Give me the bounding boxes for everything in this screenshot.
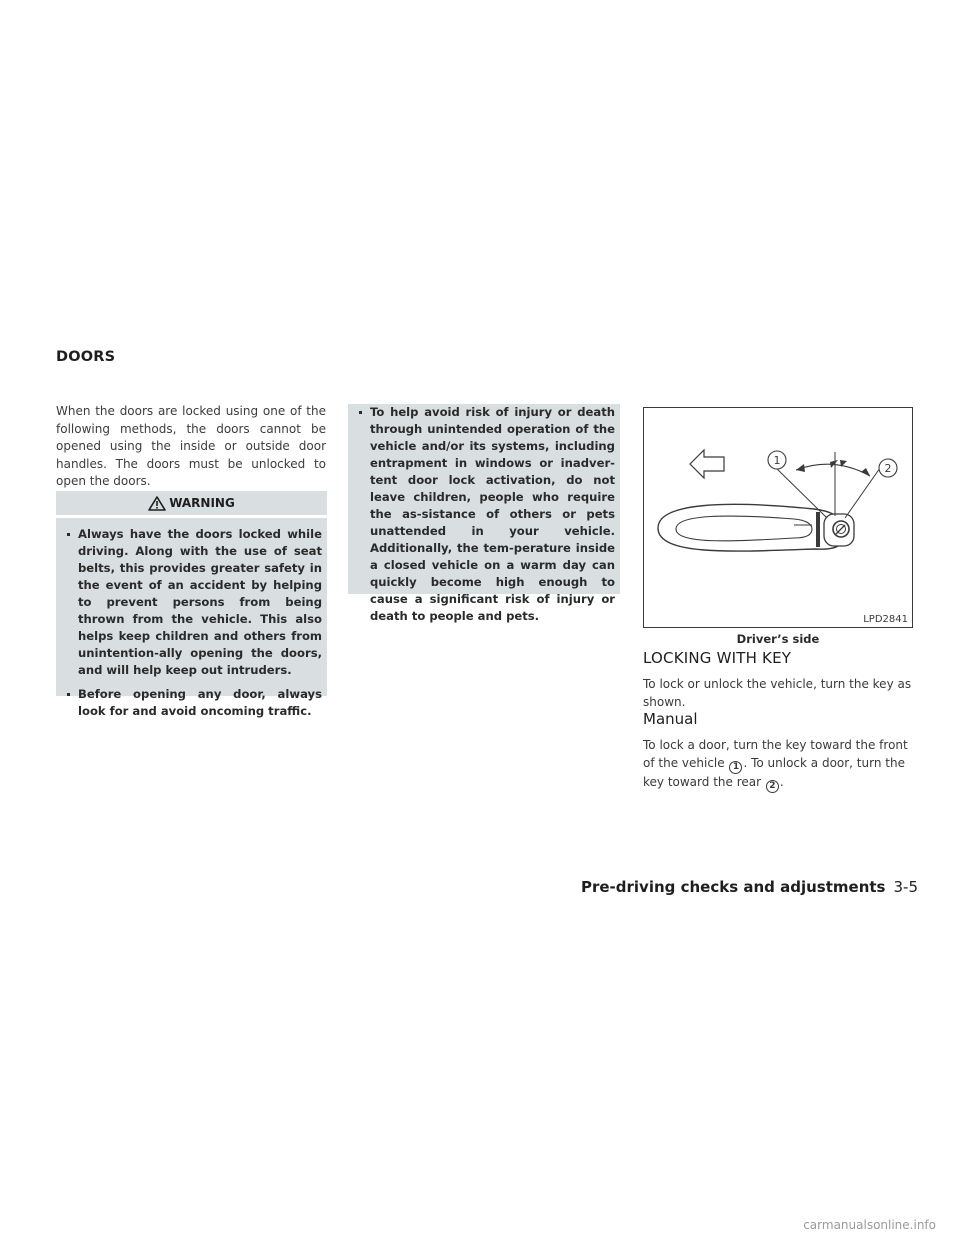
warning-item: To help avoid risk of injury or death through unintended operation of the vehicle and/or its systems, including entrapment in windows or inadver-tent door lock activation, do not leave children, people who require the as-sistance of others or pets unattended in your vehicle. Additionally, the tem-perature inside a closed vehicle on a warm day can quickly become high enough to cause a significant risk of injury or death to people and pets.	[356, 404, 615, 625]
warning-label: WARNING	[169, 496, 235, 510]
page-footer	[581, 878, 918, 896]
warning-item: Always have the doors locked while driving. Along with the use of seat belts, this provides greater safety in the event of an accident by helping to prevent persons from being thrown from the vehicle. This also helps keep children and others from unintention-ally opening the doors, and will help keep out intruders.	[64, 526, 322, 679]
warning-triangle-icon	[148, 496, 166, 511]
warning-box-continued	[348, 404, 620, 623]
ref-2-icon: 2	[766, 780, 779, 793]
figure-code: LPD2841	[863, 614, 908, 625]
ref-1-icon: 1	[729, 761, 742, 774]
manual-text-2: . To unlock a door, turn the key toward the rear	[643, 755, 905, 789]
warning-list	[64, 526, 322, 720]
manual-text-1: To lock a door, turn the key toward the front of the vehicle	[643, 738, 908, 770]
intro-paragraph: When the doors are locked using one of the following methods, the doors cannot be opened using the inside or outside door handles. The doors must be unlocked to open the doors.	[56, 404, 326, 488]
locking-heading: LOCKING WITH KEY	[643, 649, 792, 667]
manual-heading: Manual	[643, 710, 698, 728]
section-title: DOORS	[56, 349, 116, 365]
door-handle-figure	[643, 407, 913, 628]
callout-1-label: 1	[773, 454, 781, 467]
callout-2-label: 2	[884, 462, 892, 475]
front-arrow-icon	[690, 450, 724, 478]
watermark: carmanualsonline.info	[803, 1218, 936, 1232]
manual-text-3: .	[779, 774, 784, 789]
locking-paragraph: To lock or unlock the vehicle, turn the key as shown.	[643, 677, 912, 709]
warning-list-continued	[356, 404, 615, 625]
figure-caption: Driver’s side	[736, 632, 820, 646]
door-handle-illustration	[644, 408, 912, 627]
page-number: 3-5	[893, 878, 918, 896]
manual-paragraph	[643, 737, 915, 793]
footer-title: Pre-driving checks and adjustments	[580, 878, 886, 896]
warning-header	[56, 491, 327, 518]
warning-box	[56, 491, 327, 718]
warning-item: Before opening any door, always look for and avoid oncoming traffic.	[64, 686, 322, 720]
